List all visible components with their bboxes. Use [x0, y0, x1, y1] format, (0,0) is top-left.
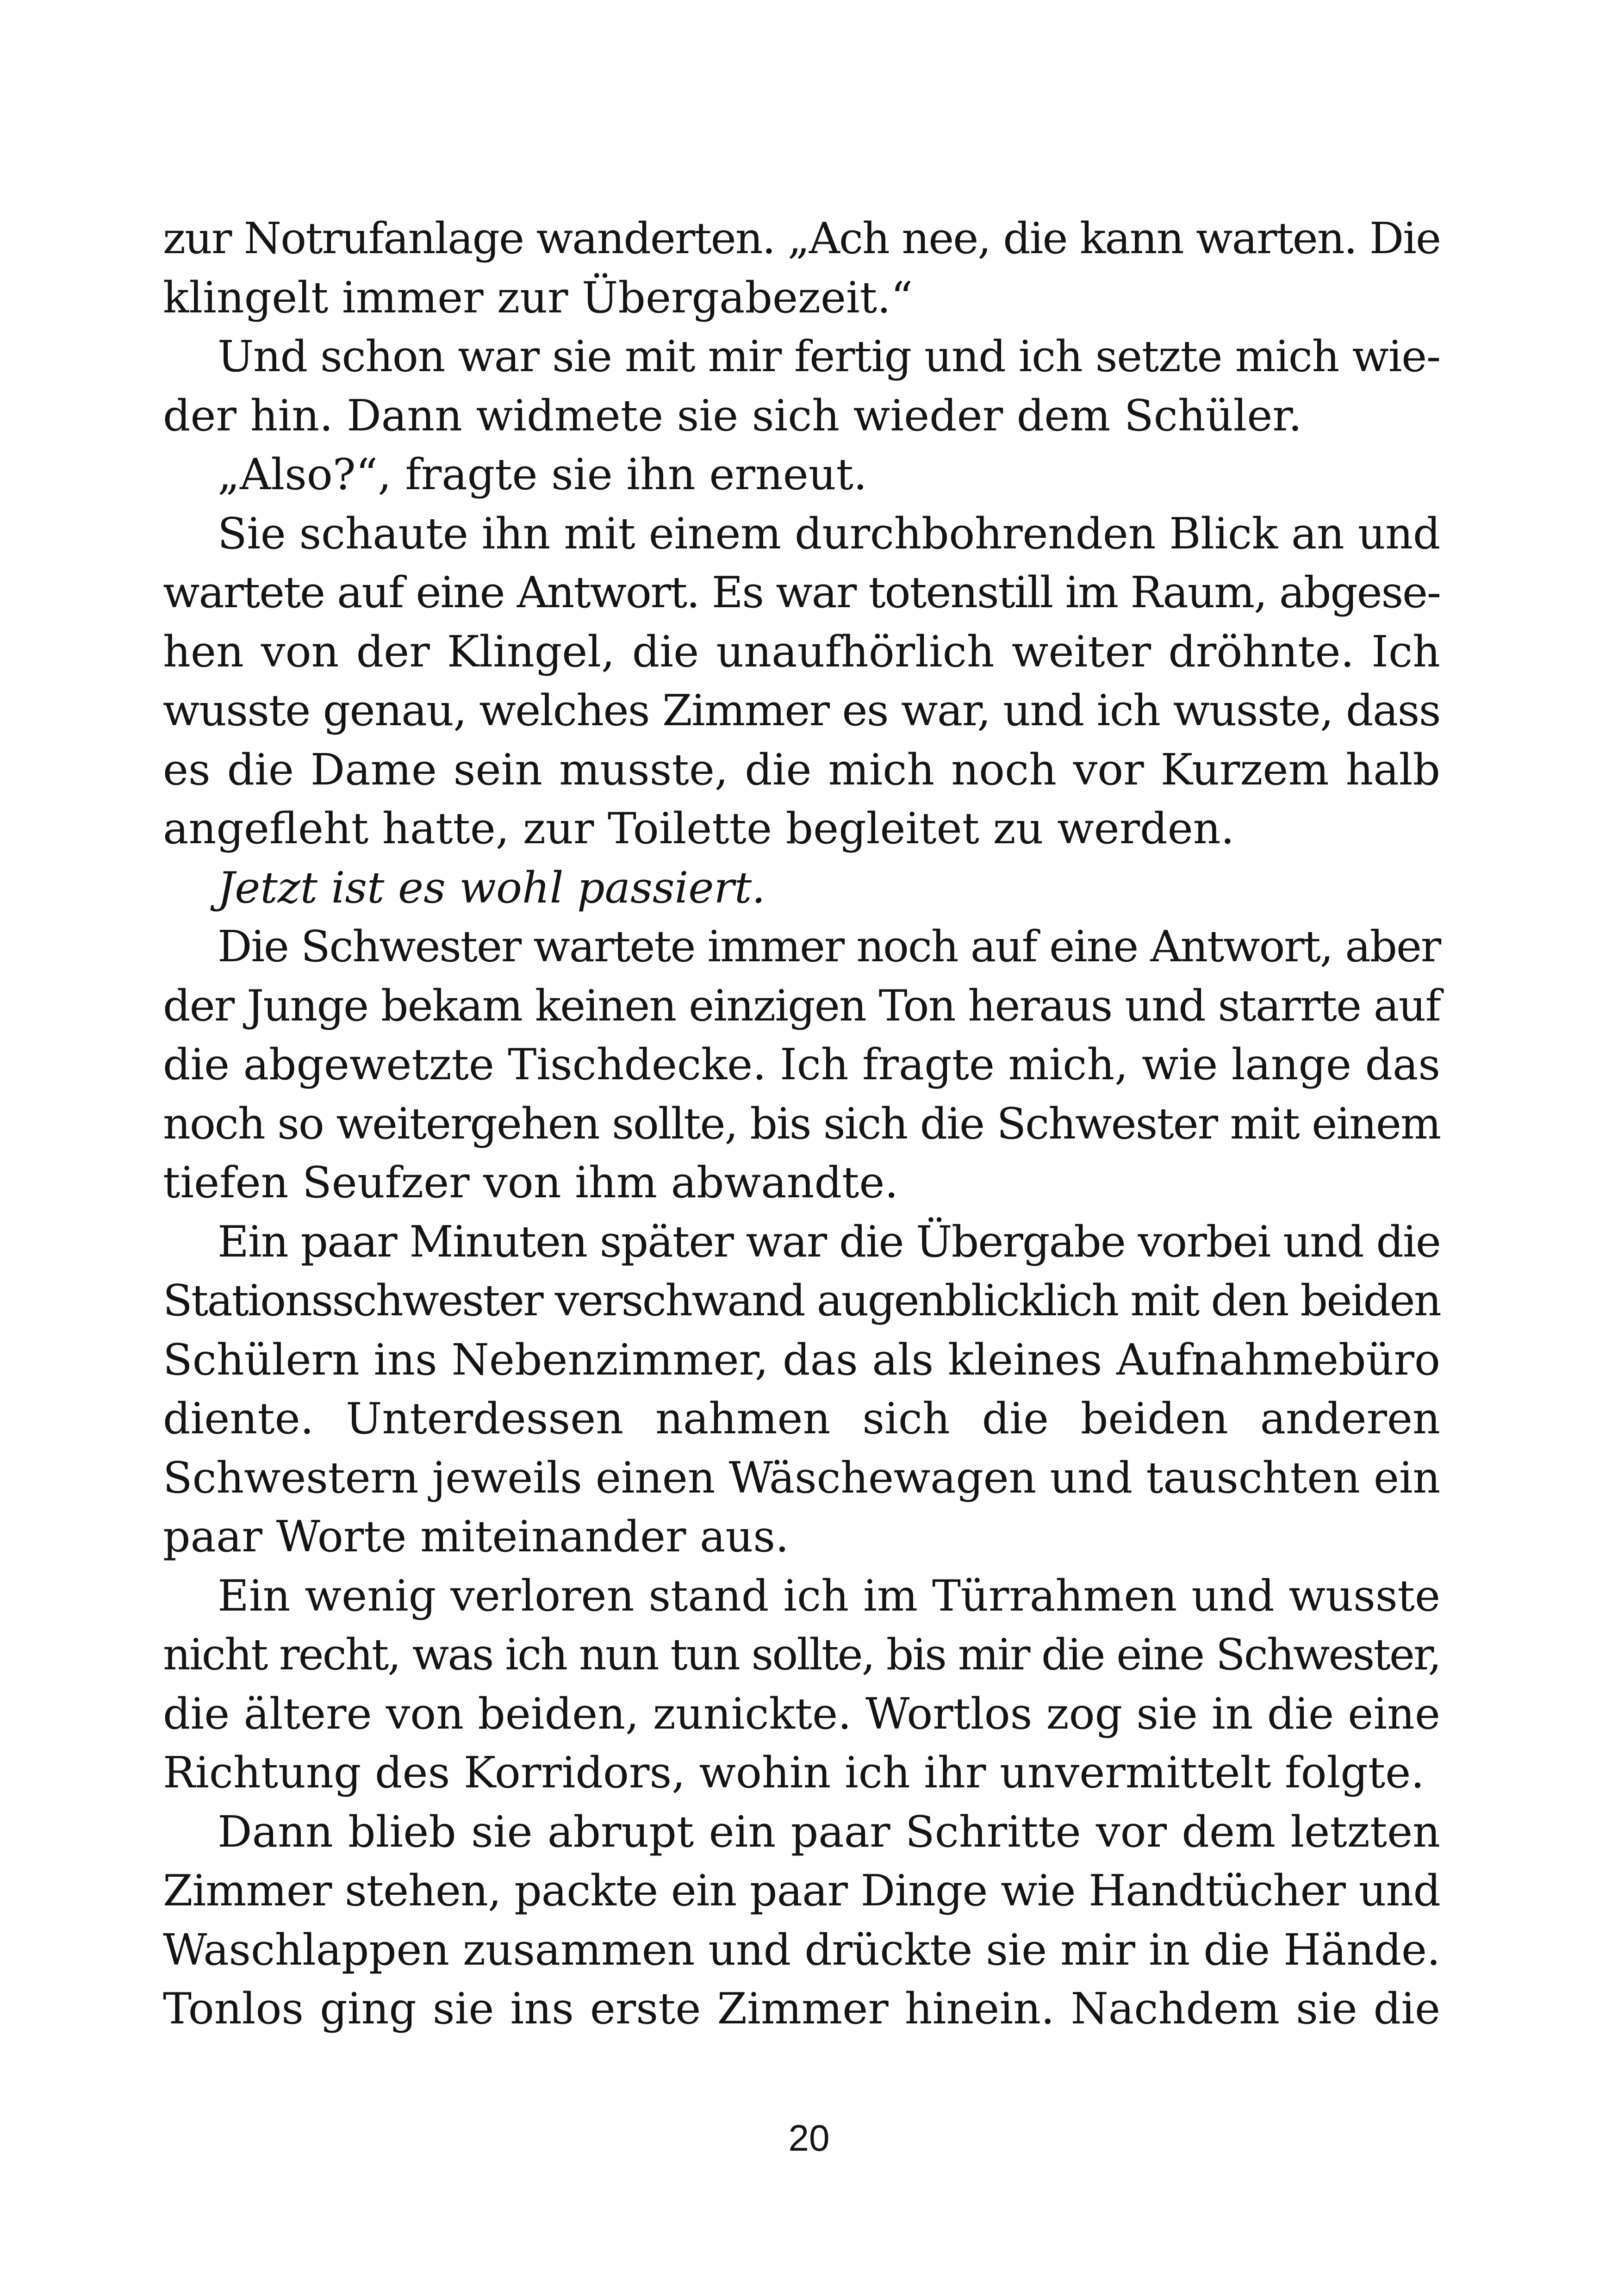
- text-line: paar Worte miteinander aus.: [163, 1512, 789, 1562]
- text-line: zur Notrufanlage wanderten. „Ach nee, die kann warten. Die: [163, 213, 1440, 263]
- text-line: Und schon war sie mit mir fertig und ich setzte mich wie-: [218, 331, 1440, 381]
- text-line: klingelt immer zur Übergabezeit.“: [163, 272, 913, 323]
- text-line: Sie schaute ihn mit einem durchbohrenden Blick an und: [218, 508, 1440, 559]
- text-line: der hin. Dann widmete sie sich wieder dem Schüler.: [163, 390, 1302, 441]
- text-line: „Also?“, fragte sie ihn erneut.: [218, 449, 867, 499]
- text-line: Waschlappen zusammen und drückte sie mir in die Hände.: [163, 1924, 1440, 1975]
- body-text: [163, 209, 1440, 2039]
- text-line: angefleht hatte, zur Toilette begleitet zu werden.: [163, 803, 1235, 853]
- text-line: der Junge bekam keinen einzigen Ton heraus und starrte auf: [163, 980, 1440, 1031]
- text-line: wusste genau, welches Zimmer es war, und ich wusste, dass: [163, 685, 1440, 735]
- text-line: Schülern ins Nebenzimmer, das als kleines Aufnahmebüro: [163, 1334, 1440, 1385]
- text-line: Richtung des Korridors, wohin ich ihr unvermittelt folgte.: [163, 1748, 1425, 1798]
- text-line: Die Schwester wartete immer noch auf eine Antwort, aber: [218, 921, 1440, 971]
- text-line: wartete auf eine Antwort. Es war totenstill im Raum, abgese-: [163, 567, 1440, 617]
- text-line: es die Dame sein musste, die mich noch vor Kurzem halb: [163, 744, 1440, 795]
- text-line: Ein wenig verloren stand ich im Türrahmen und wusste: [218, 1570, 1440, 1621]
- text-line: diente. Unterdessen nahmen sich die beiden anderen: [163, 1394, 1440, 1444]
- text-line: nicht recht, was ich nun tun sollte, bis mir die eine Schwester,: [163, 1630, 1440, 1680]
- text-line: hen von der Klingel, die unaufhörlich weiter dröhnte. Ich: [163, 626, 1440, 677]
- text-line: tiefen Seufzer von ihm abwandte.: [163, 1157, 898, 1207]
- text-line: Schwestern jeweils einen Wäschewagen und tauschten ein: [163, 1452, 1440, 1503]
- text-line: Tonlos ging sie ins erste Zimmer hinein. Nachdem sie die: [163, 1984, 1440, 2034]
- text-line: noch so weitergehen sollte, bis sich die Schwester mit einem: [163, 1098, 1440, 1149]
- text-line: die ältere von beiden, zunickte. Wortlos zog sie in die eine: [163, 1688, 1440, 1739]
- text-line: Dann blieb sie abrupt ein paar Schritte vor dem letzten: [218, 1806, 1440, 1857]
- text-line: die abgewetzte Tischdecke. Ich fragte mich, wie lange das: [163, 1039, 1440, 1089]
- text-line: Stationsschwester verschwand augenblicklich mit den beiden: [163, 1276, 1440, 1325]
- text-line: Zimmer stehen, packte ein paar Dinge wie Handtücher und: [163, 1866, 1440, 1916]
- text-line: Ein paar Minuten später war die Übergabe vorbei und die: [218, 1216, 1440, 1267]
- page-number: 20: [788, 2117, 830, 2159]
- text-line: Jetzt ist es wohl passiert.: [218, 862, 765, 913]
